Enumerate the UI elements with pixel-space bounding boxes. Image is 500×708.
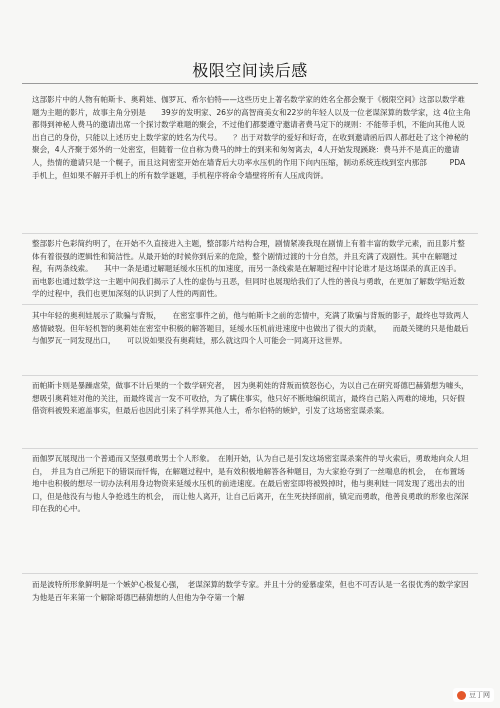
page-title: 极限空间读后感: [192, 61, 308, 80]
paragraph-divider: [22, 573, 478, 574]
paragraph-divider: [22, 448, 478, 449]
site-watermark: [453, 688, 494, 702]
paragraph-divider: [22, 233, 478, 234]
paragraph-6: 而是波特所形象鲜明是一个嫉妒心极复心强， 老谋深算的数学专家。并且十分的爱慕虚荣，但也不可否认是一名很优秀的数学家因为他是百年来第一个解除哥德巴赫猜想的人但他为争夺第一个解: [32, 580, 469, 602]
paragraph-4: 而帕斯卡则是暴躁虐荣，做事不计后果的一个数学研究者， 因为奥莉娃的背叛而愤怒伤心，为以自己在研究哥德巴赫猜想为噱头，想吸引奥莉娃对他的关注，而最终谎言一发不可收拾，为了瞒住事实，他只好不断地编织谎言，最终自己陷入两难的境地，只好假借资料被毁来遮盖事实，但最后也因此引来了科学界其他人士，希尔伯特的嫉妒，引发了这场密室谋杀案。: [32, 381, 469, 416]
paragraph-3: 其中年轻的奥利娃展示了欺骗与背叛， 在密室事件之前，他与帕斯卡之前的恋情中，充满了欺骗与背叛的影子，最终也导致两人感情破裂。但年轻机智的奥莉娃在密室中积极的解答题目，延缓水压机前进速度中也做出了很大的贡献， 而最关键的只是他最后与伽罗瓦一同发现出口， 可以说如果没有奥莉娃，那么就这四个人可能会一同离开这世界。: [32, 311, 469, 346]
site-logo-icon: [457, 691, 466, 700]
paragraph-1: 这部影片中的人物有帕斯卡、奥莉娃、伽罗瓦、希尔伯特——这些历史上著名数学家的姓名全都会聚于《极限空间》这部以数学难题为主题的影片，故事主角分别是 39岁的发明家、26岁的高智商美女和22岁的年轻人以及一位老谋深算的数学家，这 4位主角都得到神秘人费马的邀请出席一个探讨数学难题的聚会，不过他们都要遵守邀请者费马定下的规则：不能带手机，不能向其他人说出自己的身份，只能以上述历史上数学家的姓名为代号。 ？出于对数学的爱好和好奇，在收到邀请函后四人都赶赴了这个神秘的聚会，4人齐聚于郊外的一处密室，但随着一位自称为费马的绅士的到来和匆匆离去，4人开始发现蹊跷：费马并不是真正的邀请人，热情的邀请只是一个幌子，而且这间密室开始在墙背后大功率水压机的作用下向内压缩，制动系统连线到室内那部 PDA手机上，但如果不解开手机上的所有数学谜题，手机程序将命令墙壁将所有人压成肉饼。: [32, 95, 471, 180]
watermark-label: 豆丁网: [469, 691, 490, 699]
title-divider: [22, 83, 478, 84]
paragraph-2: 整部影片色彩简约明了，在开始不久直接进入主题，整部影片结构合理，剧情紧凑我现在剧情上有着丰富的数学元素，而且影片整体有着很强的逻辑性和简洁性。从最开始的时候你到后来的危险，整个剧情过渡的十分自然，并且充满了戏剧性。其中在解题过程，有两条线索。 其中一条是通过解题延缓水压机的加速度，而另一条线索是在解题过程中讨论谁才是这场谋杀的真正凶手。 而电影也通过数学这一主题中间我们揭示了人性的虚伪与丑恶，但同时也展现给我们了人性的善良与勇敢，在更加了解数学贴近数学的过程中，我们也更加深刻的认识到了人性的两面性。: [32, 239, 472, 299]
paragraph-divider: [22, 375, 478, 376]
paragraph-5: 而伽罗瓦展现出一个普通而又坚强勇敢男士个人形象。 在刚开始，认为自己是引发这场密室谋杀案件的导火索后，勇敢地向众人坦白， 并且为自己所犯下的错误而忏悔，在解题过程中，是有效积极地解答各种题目，为大家抢夺到了一丝喘息的机会， 在布置场地中也积极的想尽一切办法利用身边物资来延缓水压机的前进速度。在最后密室即将被毁掉时，他与奥利娃一同发现了逃出去的出口，但是他没有与他人争抢逃生的机会， 而让他人离开，让自己后离开，在生死抉择面前，镇定而勇敢，他善良勇敢的形象也深深印在我的心中。: [32, 454, 469, 514]
paragraph-divider: [22, 304, 478, 305]
